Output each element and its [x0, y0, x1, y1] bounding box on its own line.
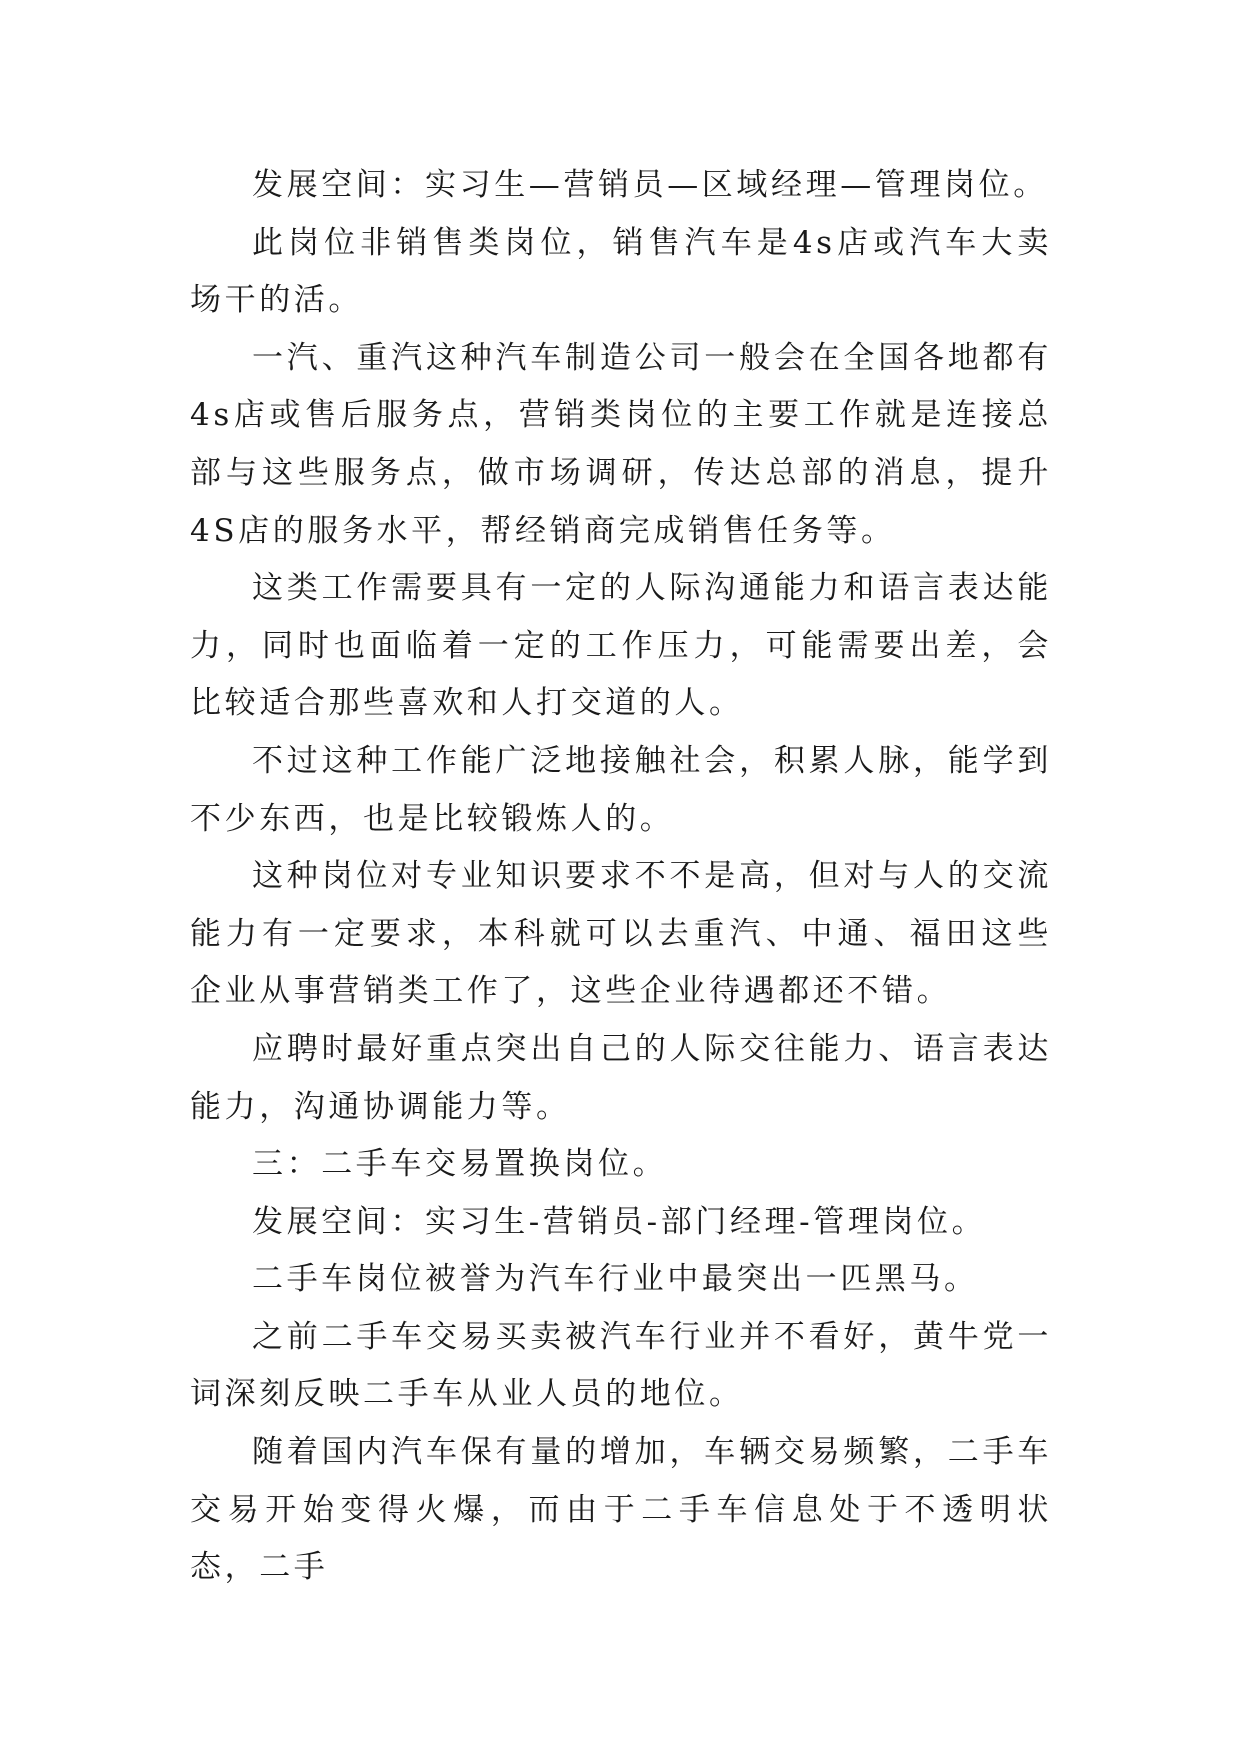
paragraph: 不过这种工作能广泛地接触社会，积累人脉，能学到不少东西，也是比较锻炼人的。 — [190, 742, 1052, 837]
paragraph: 发展空间：实习生—营销员—区域经理—管理岗位。 — [252, 167, 1048, 203]
paragraph: 这类工作需要具有一定的人际沟通能力和语言表达能力，同时也面临着一定的工作压力，可能需要出差，会比较适合那些喜欢和人打交道的人。 — [190, 570, 1052, 722]
paragraph: 发展空间：实习生-营销员-部门经理-管理岗位。 — [252, 1203, 987, 1240]
document-body — [190, 157, 1052, 1597]
paragraph: 这种岗位对专业知识要求不不是高，但对与人的交流能力有一定要求，本科就可以去重汽、中通、福田这些企业从事营销类工作了，这些企业待遇都还不错。 — [190, 858, 1052, 1010]
paragraph: 此岗位非销售类岗位，销售汽车是4s店或汽车大卖场干的活。 — [190, 224, 1052, 319]
paragraph: 二手车岗位被誉为汽车行业中最突出一匹黑马。 — [252, 1261, 979, 1298]
section-heading: 三：二手车交易置换岗位。 — [252, 1146, 668, 1183]
paragraph: 之前二手车交易买卖被汽车行业并不看好，黄牛党一词深刻反映二手车从业人员的地位。 — [190, 1318, 1052, 1413]
paragraph: 随着国内汽车保有量的增加，车辆交易频繁，二手车交易开始变得火爆，而由于二手车信息处于不透明状态，二手 — [190, 1434, 1052, 1586]
paragraph: 一汽、重汽这种汽车制造公司一般会在全国各地都有4s店或售后服务点，营销类岗位的主要工作就是连接总部与这些服务点，做市场调研，传达总部的消息，提升4S店的服务水平，帮经销商完成销售任务等。 — [190, 339, 1052, 549]
paragraph: 应聘时最好重点突出自己的人际交往能力、语言表达能力，沟通协调能力等。 — [190, 1030, 1052, 1125]
